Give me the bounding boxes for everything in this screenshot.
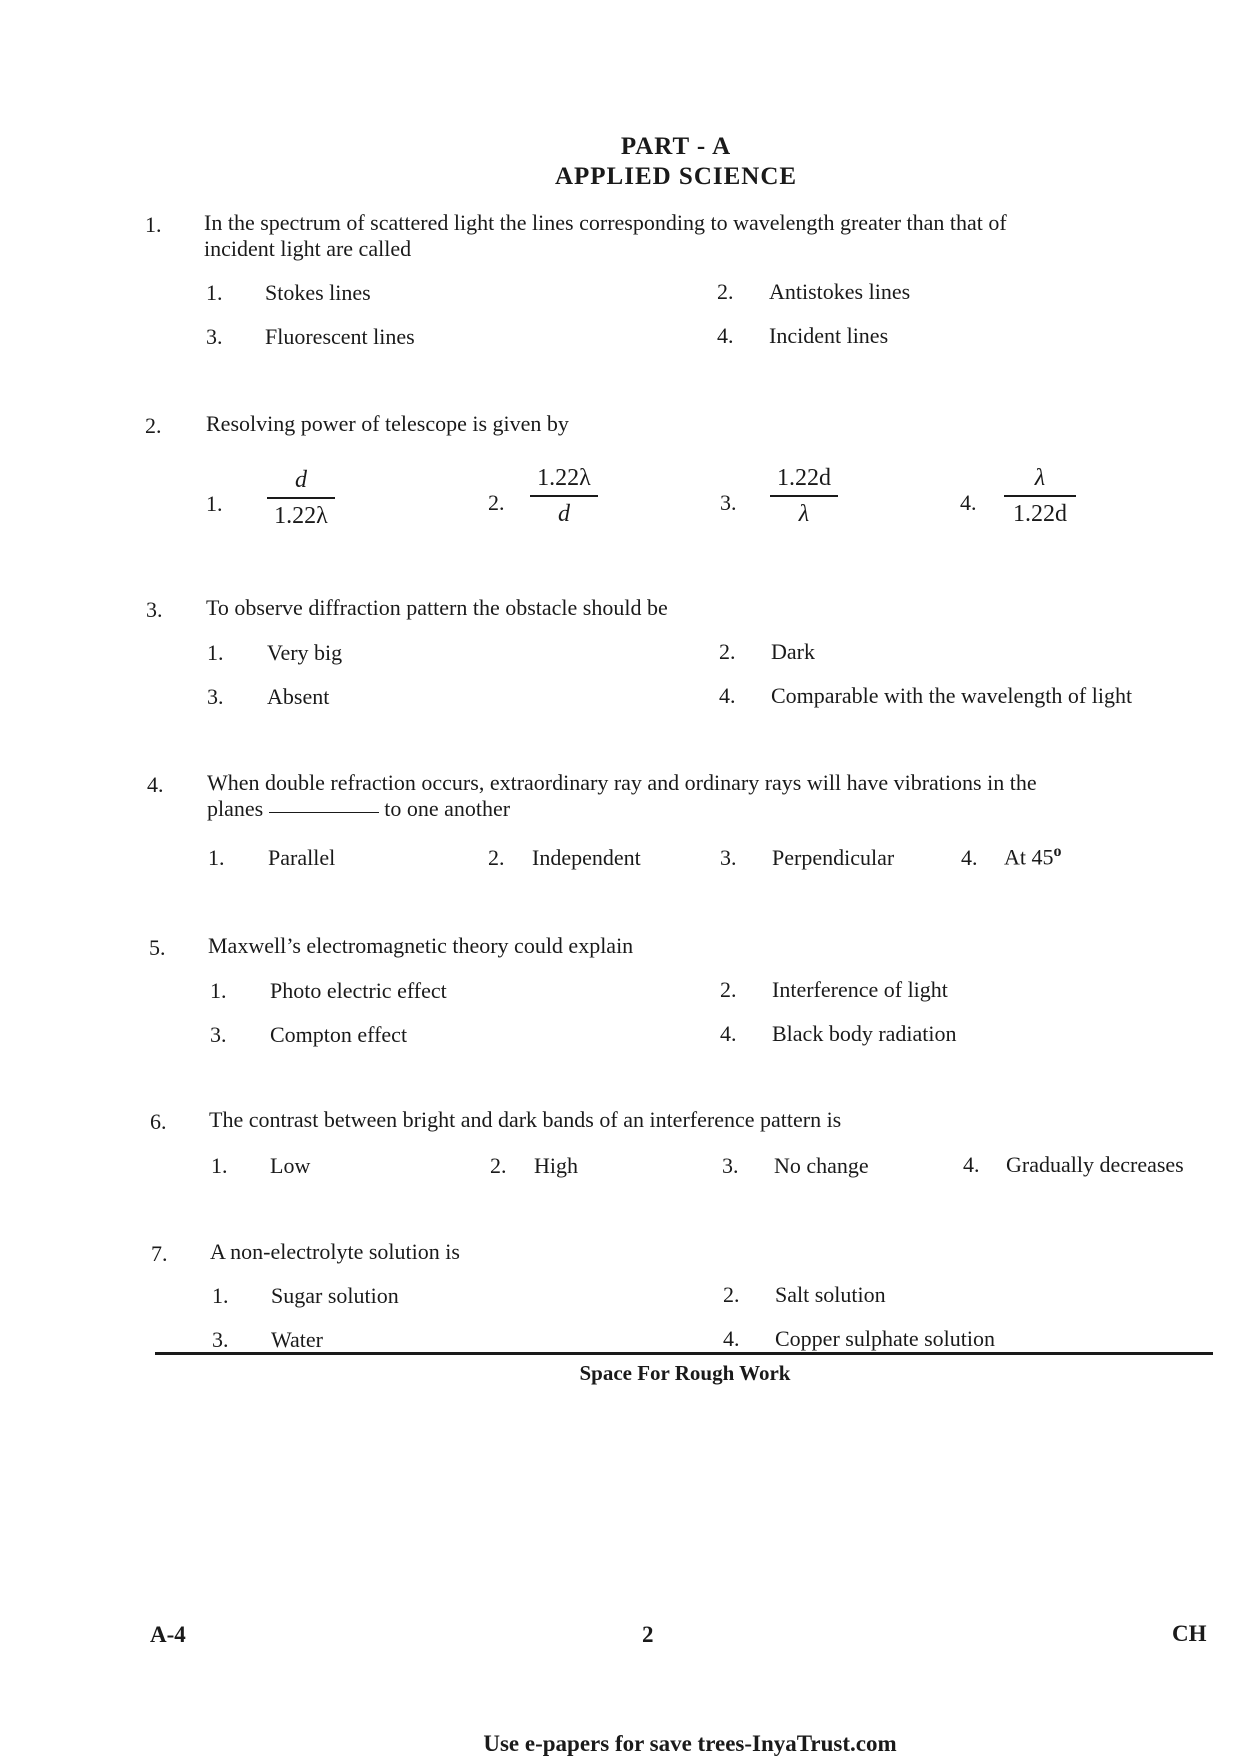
denominator: 1.22λ: [274, 503, 328, 529]
fraction: [530, 463, 598, 529]
subject-heading: APPLIED SCIENCE: [554, 163, 798, 190]
option-text: Salt solution: [775, 1282, 886, 1307]
option-text: Water: [271, 1327, 323, 1352]
degree-superscript: o: [1053, 843, 1062, 860]
option-number: 4.: [723, 1326, 740, 1351]
option-number: 3.: [212, 1327, 229, 1352]
question-text: Maxwell’s electromagnetic theory could explain: [208, 933, 634, 958]
option-number: 2.: [488, 845, 505, 870]
option-number: 4.: [961, 845, 978, 870]
option-number: 2.: [723, 1282, 740, 1307]
fill-in-blank: [269, 811, 379, 813]
question-text: A non-electrolyte solution is: [210, 1239, 460, 1264]
fraction: [1004, 463, 1076, 529]
option-number: 1.: [210, 978, 227, 1003]
question-text: The contrast between bright and dark bands of an interference pattern is: [209, 1107, 842, 1132]
footer-code-right: CH: [1172, 1621, 1207, 1646]
option-text: Dark: [771, 639, 815, 664]
option-text: At 45$^o$: [1004, 843, 1062, 870]
option-text: Absent: [267, 684, 330, 709]
option-text: Stokes lines: [265, 280, 371, 305]
option-text: Antistokes lines: [769, 279, 911, 304]
option-text: Fluorescent lines: [265, 324, 415, 349]
option-number: 4.: [960, 490, 977, 515]
option-number: 3.: [210, 1022, 227, 1047]
question-text: Resolving power of telescope is given by: [206, 411, 569, 436]
option-number: 1.: [211, 1153, 228, 1178]
question-number: 2.: [145, 413, 162, 438]
question-text: When double refraction occurs, extraordinary ray and ordinary rays will have vibrations in the: [207, 770, 1037, 795]
question-text: In the spectrum of scattered light the lines corresponding to wavelength greater than that of: [204, 210, 1007, 235]
question-number: 5.: [149, 935, 166, 960]
option-number: 2.: [488, 490, 505, 515]
option-number: 4.: [963, 1152, 980, 1177]
option-text: Copper sulphate solution: [775, 1326, 995, 1351]
option-number: 4.: [719, 683, 736, 708]
option-number: 2.: [719, 639, 736, 664]
question-text-line2: [207, 796, 510, 822]
option-number: 2.: [720, 977, 737, 1002]
option-text: High: [534, 1153, 578, 1178]
question-number: 7.: [151, 1241, 168, 1266]
page-number: 2: [642, 1622, 654, 1647]
option-text: Comparable with the wavelength of light: [771, 683, 1133, 708]
option-text: Sugar solution: [271, 1283, 399, 1308]
fraction: [267, 465, 335, 531]
numerator: 1.22λ: [537, 465, 591, 491]
denominator: d: [558, 501, 570, 527]
question-number: 1.: [145, 212, 162, 237]
text-after-blank: to one another: [384, 796, 511, 821]
option-text: Perpendicular: [772, 845, 895, 870]
rough-work-divider: [155, 1352, 1213, 1355]
footer-code-left: A-4: [150, 1622, 186, 1647]
option-text: Compton effect: [270, 1022, 408, 1047]
text-before-blank: planes: [207, 796, 264, 821]
option-text: Parallel: [268, 845, 336, 870]
option-number: 3.: [722, 1153, 739, 1178]
option-number: 1.: [206, 280, 223, 305]
question-number: 4.: [147, 772, 164, 797]
denominator: 1.22d: [1013, 501, 1067, 527]
fraction: [770, 463, 838, 529]
website-tagline: Use e-papers for save trees-InyaTrust.com: [483, 1731, 897, 1756]
numerator: λ: [1034, 465, 1046, 491]
option-number: 4.: [717, 323, 734, 348]
option-text: Interference of light: [772, 977, 948, 1002]
question-number: 6.: [150, 1109, 167, 1134]
question-text-line2: incident light are called: [204, 236, 412, 261]
part-heading: PART - A: [620, 133, 732, 160]
option-number: 4.: [720, 1021, 737, 1046]
option-number: 2.: [717, 279, 734, 304]
option-text: Gradually decreases: [1006, 1152, 1184, 1177]
rough-work-label: Space For Rough Work: [579, 1361, 791, 1385]
question-number: 3.: [146, 597, 163, 622]
option-number: 3.: [720, 845, 737, 870]
numerator: d: [295, 467, 307, 493]
option-text: Photo electric effect: [270, 978, 447, 1003]
question-text: To observe diffraction pattern the obstacle should be: [206, 595, 668, 620]
option-number: 1.: [206, 491, 223, 516]
numerator: 1.22d: [777, 465, 831, 491]
option-number: 1.: [208, 845, 225, 870]
option-text: Black body radiation: [772, 1021, 957, 1046]
option-text: Very big: [267, 640, 343, 665]
denominator: λ: [798, 501, 810, 527]
option-text: No change: [774, 1153, 869, 1178]
option-number: 1.: [207, 640, 224, 665]
option-number: 1.: [212, 1283, 229, 1308]
option-number: 3.: [206, 324, 223, 349]
option-number: 2.: [490, 1153, 507, 1178]
option-number: 3.: [207, 684, 224, 709]
option-text: Independent: [532, 845, 641, 870]
option-number: 3.: [720, 490, 737, 515]
option-text: Incident lines: [769, 323, 889, 348]
option-text: Low: [270, 1153, 311, 1178]
